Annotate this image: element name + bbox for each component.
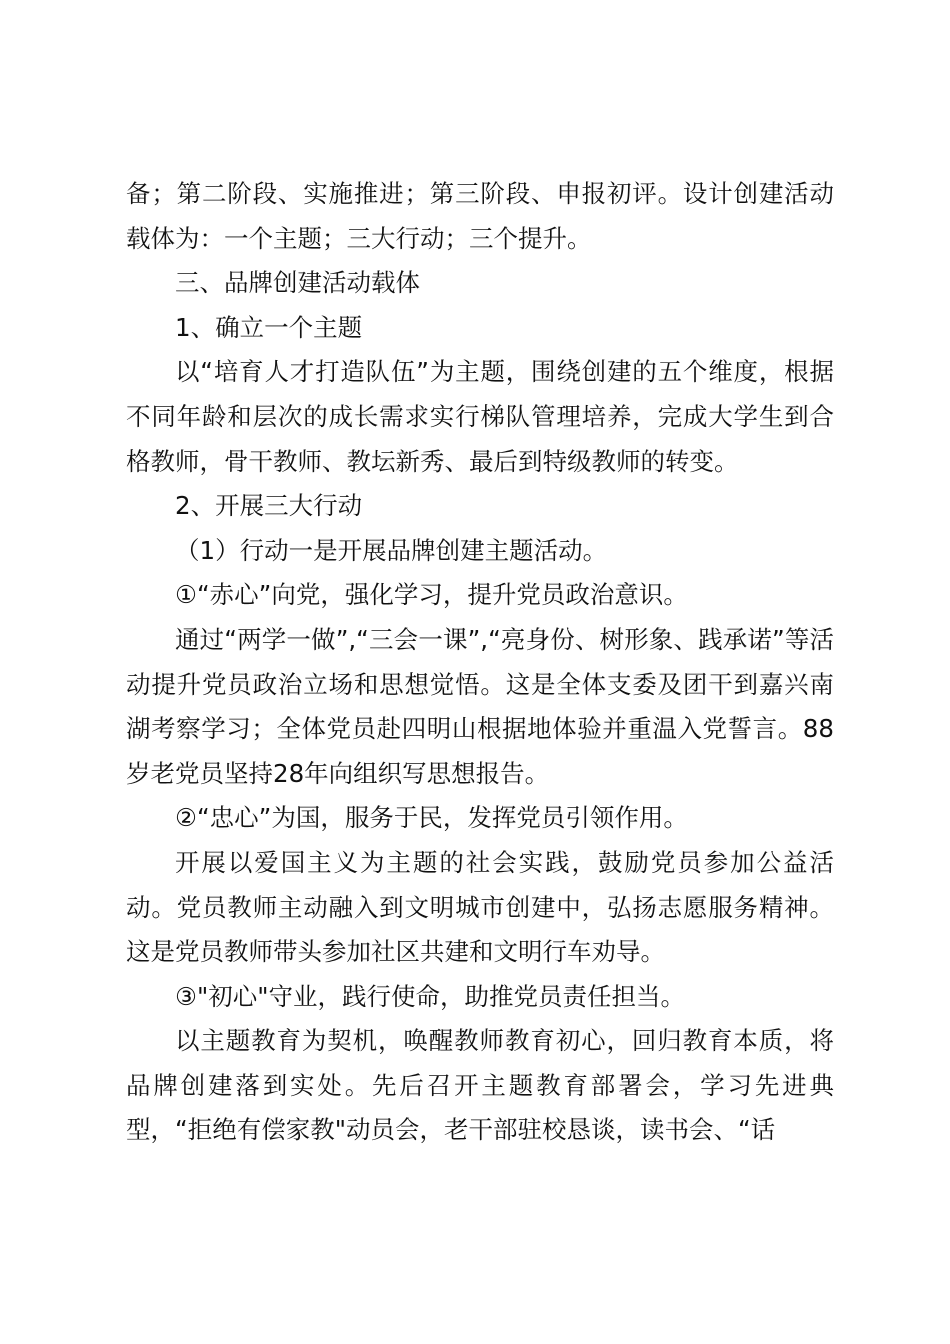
paragraph-theme-description: 以“培育人才打造队伍”为主题，围绕创建的五个维度，根据不同年龄和层次的成长需求实行梯队管理培养，完成大学生到合格教师，骨干教师、教坛新秀、最后到特级教师的转变。 [126,357,834,476]
paragraph-red-heart-details: 通过“两学一做”,“三会一课”,“亮身份、树形象、践承诺”等活动提升党员政治立场和思想觉悟。这是全体支委及团干到嘉兴南湖考察学习；全体党员赴四明山根据地体验并重温入党誓言。88岁老党员坚持28年向组织写思想报告。 [126,624,834,788]
item-red-heart: ①“赤心”向党，强化学习，提升党员政治意识。 [175,580,688,610]
item-original-heart: ③"初心"守业，践行使命，助推党员责任担当。 [175,981,685,1011]
subheading-establish-theme: 1、确立一个主题 [175,312,363,342]
paragraph-loyal-heart-details: 开展以爱国主义为主题的社会实践，鼓励党员参加公益活动。党员教师主动融入到文明城市创建中，弘扬志愿服务精神。这是党员教师带头参加社区共建和文明行车劝导。 [126,847,834,967]
paragraph-action-one: （1）行动一是开展品牌创建主题活动。 [175,535,608,565]
item-loyal-heart: ②“忠心”为国，服务于民，发挥党员引领作用。 [175,803,688,833]
document-page [126,172,834,1153]
subheading-three-actions: 2、开展三大行动 [175,491,363,521]
heading-section-three: 三、品牌创建活动载体 [175,268,420,298]
paragraph-original-heart-details: 以主题教育为契机，唤醒教师教育初心，回归教育本质，将品牌创建落到实处。先后召开主题教育部署会，学习先进典型，“拒绝有偿家教"动员会，老干部驻校恳谈，读书会、“话 [126,1026,834,1145]
paragraph-stage-continuation: 备；第二阶段、实施推进；第三阶段、申报初评。设计创建活动载体为：一个主题；三大行动；三个提升。 [126,179,834,253]
